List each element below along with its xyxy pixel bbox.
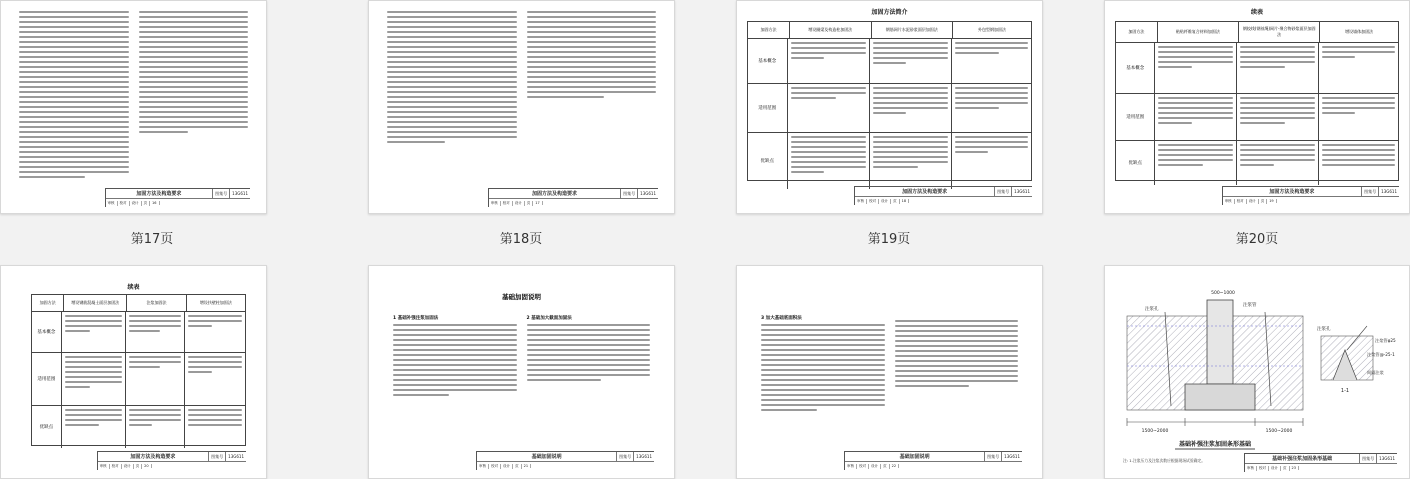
page-thumbnail-17[interactable] [0,0,267,214]
text-column-right [527,312,651,399]
label-interval-grouting: 间隔注浆 [1367,370,1384,375]
title-block-name: 加固方法及构造要求 [531,191,577,197]
page-thumbnail-20[interactable] [1104,0,1410,214]
label-grout-pipe: 注浆管 [1243,303,1257,308]
page-thumbnail-23[interactable] [736,265,1043,479]
section-title: 1 基础补强注浆加固法 [393,316,439,321]
section-title: 2 基础加大截面加固法 [526,316,572,321]
page-caption[interactable]: 第20页 [1235,232,1279,247]
drawing-sheet [385,9,658,207]
text-column-right [895,312,1019,414]
title-block-name: 加固方法及构造要求 [902,189,948,195]
title-block-name: 基础加固说明 [531,454,562,460]
label-pipe-spacing: 注浆管@-25-1 [1367,352,1395,357]
dimension-label: 1500~2000 [1265,429,1293,434]
page-number: 17 [533,201,542,205]
label-pipe-25: 注浆管φ25 [1375,338,1396,343]
text-column-right [527,11,657,146]
table-row: 基本概念 [32,312,245,353]
table-header: 加固方法 增设钢筋混凝土面层加固法 注浆加固法 增设扶壁柱加固法 [32,295,245,312]
text-column-left [393,312,517,399]
table-title: 加固方法简介 [871,9,908,16]
title-block: 加固方法及构造要求 图集号 13G611 审核 校对 设计 页 19 [1222,186,1399,205]
page-number: 16 [150,201,159,205]
title-block-name: 基础补强注浆加固条形基础 [1272,456,1333,462]
table-row: 优缺点 [748,133,1031,189]
text-column-left [19,11,129,181]
label-grout-hole: 注浆孔 [1145,307,1159,312]
title-block: 加固方法及构造要求 图集号 13G611 审核 校对 设计 页 18 [854,186,1032,205]
title-block: 加固方法及构造要求 图集号 13G611 审核 校对 设计 页 17 [488,188,658,207]
table-row: 基本概念 [748,39,1031,84]
section-mark: 1-1 [1340,388,1350,394]
foundation-wall [1207,300,1233,384]
section-title: 3 加大基础底面积法 [761,316,802,321]
title-block-name: 加固方法及构造要求 [130,454,176,460]
text-column-left [761,312,885,414]
table-header: 加固方法 粘贴纤维复合材料加固法 钢绞线(钢丝绳)网片-聚合物砂浆面层加固法 增设墙体加固法 [1116,22,1398,43]
methods-table [1115,21,1399,181]
table-row: 优缺点 [1116,141,1398,185]
text-columns [387,11,656,146]
text-column-left [387,11,517,146]
page-number: 22 [890,464,899,468]
document-title: 基础加固说明 [502,293,541,301]
page-caption[interactable]: 第18页 [499,232,543,247]
table-title: 续表 [127,284,140,291]
page-number: 18 [900,199,909,203]
title-block: 基础加固说明 图集号 13G611 审核 校对 设计 页 21 [476,451,654,470]
page-number: 19 [1267,199,1276,203]
text-columns [393,312,650,399]
table-row: 适用范围 [748,84,1031,133]
foundation-drawing [1105,266,1410,479]
text-columns [19,11,248,181]
table-row: 适用范围 [1116,94,1398,141]
page-number: 23 [1290,466,1299,470]
table-title: 续表 [1250,9,1263,16]
table-row: 基本概念 [1116,43,1398,94]
title-block: 基础补强注浆加固条形基础 图集号 13G611 审核 校对 设计 页 23 [1244,453,1397,472]
page-number: 20 [142,464,151,468]
page-thumbnail-21[interactable] [0,265,267,479]
dimension-label: 1500~2000 [1141,429,1169,434]
methods-table [31,294,246,446]
page-thumbnail-19[interactable] [736,0,1043,214]
table-row: 优缺点 [32,406,245,448]
page-thumbnail-22[interactable] [368,265,675,479]
methods-table [747,21,1032,181]
text-column-right [139,11,249,181]
text-columns [761,312,1018,414]
page-caption[interactable]: 第19页 [867,232,911,247]
page-number: 21 [522,464,531,468]
drawing-sheet [17,9,250,207]
table-row: 适用范围 [32,353,245,406]
title-block: 基础加固说明 图集号 13G611 审核 校对 设计 页 22 [844,451,1022,470]
notes: 注: 1.注浆压力及注浆次数应根据现场试验确定。 [1123,458,1206,463]
page-caption[interactable]: 第17页 [130,232,174,247]
table-header: 加固方法 增设圈梁及构造柱加固法 钢筋网片水泥砂浆面层加固法 外包型钢加固法 [748,22,1031,39]
dimension-label: 500~1000 [1211,291,1235,296]
title-block-name: 加固方法及构造要求 [136,191,182,197]
title-block: 加固方法及构造要求 图集号 13G611 审核 校对 设计 页 16 [105,188,250,207]
page-thumbnail-18[interactable] [368,0,675,214]
title-block-name: 加固方法及构造要求 [1269,189,1315,195]
label-grout-hole-2: 注浆孔 [1317,327,1331,332]
foundation-footing [1185,384,1255,410]
drawing-title: 基础补强注浆加固条形基础 [1178,441,1252,448]
title-block: 加固方法及构造要求 图集号 13G611 审核 校对 设计 页 20 [97,451,246,470]
page-thumbnail-24[interactable] [1104,265,1410,479]
title-block-name: 基础加固说明 [899,454,930,460]
